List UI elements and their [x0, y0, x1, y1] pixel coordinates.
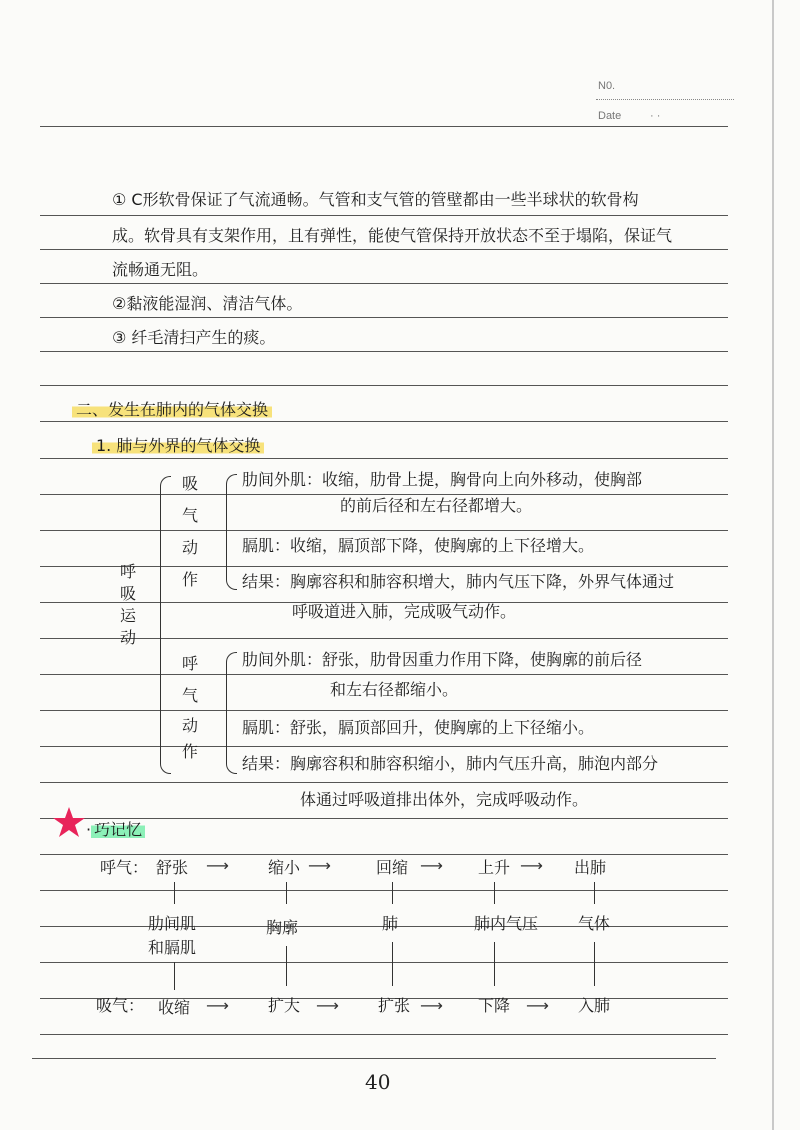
exhale-label-char: 气 [181, 686, 198, 705]
page-number: 40 [365, 1070, 391, 1094]
main-label-char: 呼 [119, 562, 136, 581]
inhale-line-4: 结果：胸廓容积和肺容积增大，肺内气压下降，外界气体通过 [242, 572, 675, 591]
intro-line-3: 流畅通无阻。 [112, 260, 209, 279]
ruled-line [40, 818, 728, 819]
ruled-line [40, 421, 728, 422]
inhale-bracket [226, 474, 237, 590]
ruled-line [40, 566, 728, 567]
intro-line-1: ① C形软骨保证了气流通畅。气管和支气管的管壁都由一些半球状的软骨构 [112, 190, 639, 209]
memory-middle: 肋间肌 和膈肌 [148, 914, 197, 957]
exhale-line-3: 膈肌：舒张，膈顶部回升，使胸廓的上下径缩小。 [242, 718, 595, 737]
intro-line-4: ②黏液能湿润、清洁气体。 [112, 294, 303, 313]
ruled-line [32, 1058, 716, 1059]
memory-exhale-label: 呼气： [100, 858, 149, 877]
connector-line [174, 962, 175, 990]
ruled-line [40, 1034, 728, 1035]
ruled-line [40, 746, 728, 747]
ruled-line [40, 890, 728, 891]
connector-line [594, 942, 595, 986]
main-label-char: 运 [119, 606, 136, 625]
arrow-icon: ⟶ [316, 996, 339, 1015]
header-dotted-line [596, 99, 734, 100]
inhale-label-char: 气 [181, 506, 198, 525]
memory-middle: 胸廓 [266, 918, 299, 937]
no-label: N0. [598, 80, 616, 92]
inhale-line-5: 呼吸道进入肺，完成吸气动作。 [292, 602, 517, 621]
exhale-bracket [226, 652, 237, 774]
exhale-line-2: 和左右径都缩小。 [330, 680, 459, 699]
ruled-line [40, 494, 728, 495]
ruled-line [40, 962, 728, 963]
inhale-step: 扩张 [378, 996, 411, 1015]
page-edge [772, 0, 774, 1130]
connector-line [392, 942, 393, 986]
exhale-step: 上升 [478, 858, 511, 877]
connector-line [286, 882, 287, 904]
memory-middle: 肺内气压 [474, 914, 539, 933]
inhale-label-char: 动 [181, 538, 198, 557]
exhale-line-4: 结果：胸廓容积和肺容积缩小，肺内气压升高，肺泡内部分 [242, 754, 659, 773]
main-label-char: 吸 [119, 584, 136, 603]
arrow-icon: ⟶ [308, 856, 331, 875]
exhale-label-char: 作 [181, 742, 198, 761]
inhale-step: 下降 [478, 996, 511, 1015]
exhale-step: 回缩 [376, 858, 409, 877]
ruled-line [40, 638, 728, 639]
arrow-icon: ⟶ [206, 856, 229, 875]
exhale-label-char: 呼 [181, 654, 198, 673]
ruled-line [40, 458, 728, 459]
ruled-line [40, 126, 728, 127]
memory-middle: 肺 [382, 914, 399, 933]
arrow-icon: ⟶ [420, 856, 443, 875]
ruled-line [40, 385, 728, 386]
ruled-line [40, 249, 728, 250]
inhale-label-char: 吸 [181, 474, 198, 493]
sub-title: 1. 肺与外界的气体交换 [92, 436, 264, 456]
inhale-line-2: 的前后径和左右径都增大。 [340, 496, 533, 515]
star-icon [52, 806, 86, 840]
arrow-icon: ⟶ [526, 996, 549, 1015]
exhale-step: 舒张 [156, 858, 189, 877]
ruled-line [40, 215, 728, 216]
inhale-line-1: 肋间外肌：收缩，肋骨上提，胸骨向上向外移动，使胸部 [242, 470, 643, 489]
memory-middle: 气体 [578, 914, 611, 933]
ruled-line [40, 854, 728, 855]
memory-title: · 巧记忆 [86, 820, 145, 840]
ruled-line [40, 782, 728, 783]
inhale-label-char: 作 [181, 570, 198, 589]
arrow-icon: ⟶ [520, 856, 543, 875]
main-label-char: 动 [119, 628, 136, 647]
exhale-line-5: 体通过呼吸道排出体外，完成呼吸动作。 [300, 790, 589, 809]
exhale-step: 出肺 [574, 858, 607, 877]
inhale-line-3: 膈肌：收缩，膈顶部下降，使胸廓的上下径增大。 [242, 536, 595, 555]
ruled-line [40, 674, 728, 675]
connector-line [286, 946, 287, 986]
intro-line-2: 成。软骨具有支架作用，且有弹性，能使气管保持开放状态不至于塌陷，保证气 [112, 226, 673, 245]
ruled-line [40, 530, 728, 531]
section-title: 二、发生在肺内的气体交换 [72, 400, 272, 420]
connector-line [494, 942, 495, 986]
connector-line [594, 882, 595, 904]
arrow-icon: ⟶ [206, 996, 229, 1015]
memory-inhale-label: 吸气： [96, 996, 145, 1015]
ruled-line [40, 710, 728, 711]
intro-line-5: ③ 纤毛清扫产生的痰。 [112, 328, 276, 347]
ruled-line [40, 351, 728, 352]
date-label: Date [598, 110, 622, 122]
ruled-line [40, 317, 728, 318]
inhale-step: 入肺 [578, 996, 611, 1015]
connector-line [392, 882, 393, 904]
exhale-label-char: 动 [181, 716, 198, 735]
main-bracket [160, 476, 171, 774]
inhale-step: 扩大 [268, 996, 301, 1015]
connector-line [494, 882, 495, 904]
inhale-step: 收缩 [158, 998, 191, 1017]
ruled-line [40, 283, 728, 284]
connector-line [174, 882, 175, 904]
exhale-line-1: 肋间外肌：舒张，肋骨因重力作用下降，使胸廓的前后径 [242, 650, 643, 669]
date-dots: · · [650, 110, 661, 122]
arrow-icon: ⟶ [420, 996, 443, 1015]
exhale-step: 缩小 [268, 858, 301, 877]
